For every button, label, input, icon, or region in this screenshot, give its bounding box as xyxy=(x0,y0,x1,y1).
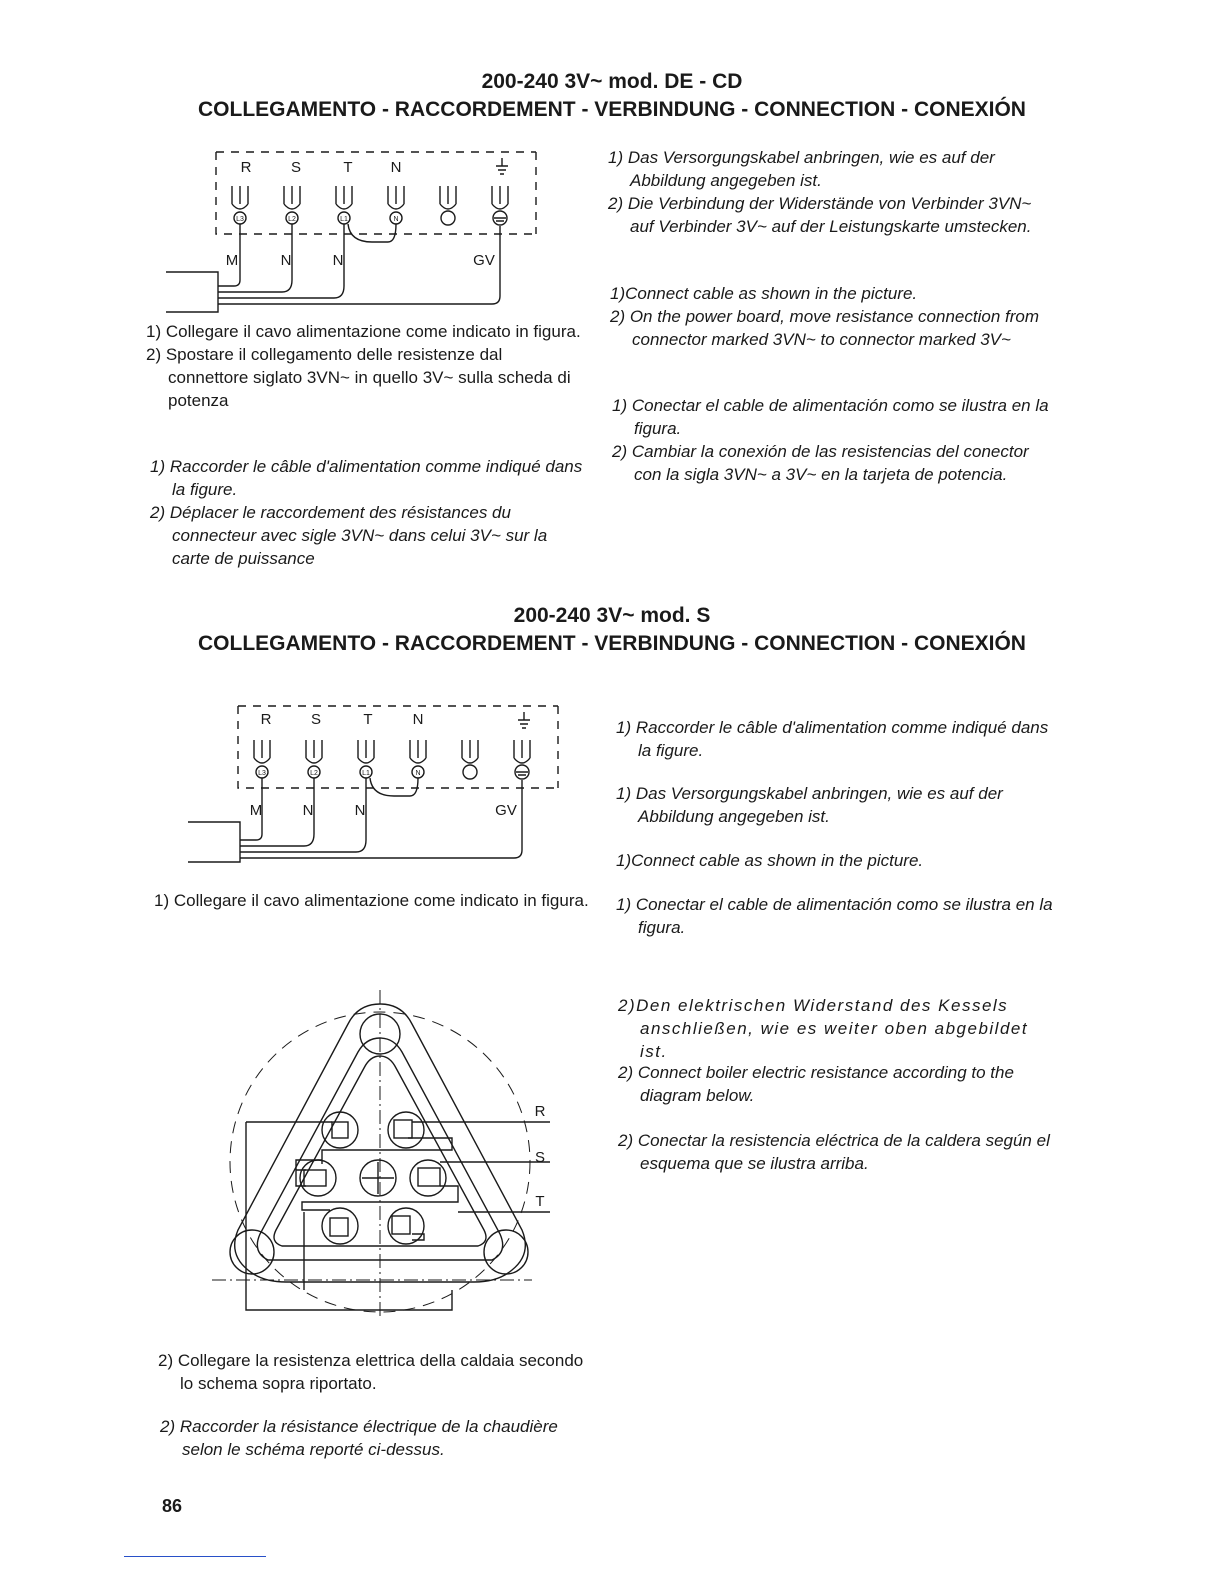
boiler-label-S: S xyxy=(534,1149,546,1166)
label-GV: GV xyxy=(473,252,495,269)
label-T-2: T xyxy=(363,711,373,728)
terminal-blank-2 xyxy=(462,740,478,779)
terminal-box-outline xyxy=(216,152,536,234)
section1-heading xyxy=(0,68,1224,124)
section1-de-2: 2) Die Verbindung der Widerstände von Verbinder 3VN~ auf Verbinder 3V~ auf der Leistungskarte umstecken. xyxy=(608,194,1032,236)
terminal-earth-2 xyxy=(514,740,530,779)
label-L1: L1 xyxy=(340,216,348,223)
label-M: M xyxy=(225,252,239,269)
section2-en-text xyxy=(616,849,1056,872)
section1-wiring-diagram xyxy=(166,146,546,316)
label-R: R xyxy=(240,159,252,176)
section1-de-text xyxy=(608,146,1048,238)
boiler-diagram-svg xyxy=(212,990,562,1340)
terminal-screw-1 xyxy=(332,1122,348,1138)
section1-it-1: 1) Collegare il cavo alimentazione come indicato in figura. xyxy=(146,322,581,341)
label-GV-2: GV xyxy=(495,802,517,819)
section2-fr-1: 1) Raccorder le câble d'alimentation comme indiqué dans la figure. xyxy=(616,718,1049,760)
section1-en-2: 2) On the power board, move resistance connection from connector marked 3VN~ to connector marked 3V~ xyxy=(610,307,1039,349)
label-N2-2: N xyxy=(354,802,366,819)
bridge-L1-N-2 xyxy=(370,778,418,796)
wiring-diagram-svg xyxy=(166,146,546,316)
mount-hole-right xyxy=(484,1230,528,1274)
label-R-2: R xyxy=(260,711,272,728)
boiler-it: 2) Collegare la resistenza elettrica della caldaia secondo lo schema sopra riportato. xyxy=(158,1351,584,1393)
terminal-screw-5 xyxy=(418,1168,440,1186)
boiler-es-text xyxy=(618,1129,1058,1175)
label-Nc: N xyxy=(393,216,399,223)
section1-it-2: 2) Spostare il collegamento delle resistenze dal connettore siglato 3VN~ in quello 3V~ sulla scheda di potenza xyxy=(146,345,571,410)
section2-heading xyxy=(0,602,1224,658)
mount-hole-left xyxy=(230,1230,274,1274)
section1-it-text xyxy=(146,320,586,412)
boiler-resistance-diagram xyxy=(212,990,562,1340)
label-N: N xyxy=(390,159,402,176)
label-L3-2: L3 xyxy=(258,770,266,777)
section1-title: 200-240 3V~ mod. DE - CD xyxy=(481,70,743,93)
boiler-de: 2)Den elektrischen Widerstand des Kessels anschließen, wie es weiter oben abgebildet ist. xyxy=(618,996,1029,1061)
boiler-label-R: R xyxy=(534,1103,546,1120)
section2-de-1: 1) Das Versorgungskabel anbringen, wie es auf der Abbildung angegeben ist. xyxy=(616,784,1003,826)
section2-it-text xyxy=(154,889,594,912)
terminal-boss-7 xyxy=(388,1208,424,1244)
section1-es-2: 2) Cambiar la conexión de las resistencias del conector con la sigla 3VN~ a 3V~ en la tarjeta de potencia. xyxy=(612,442,1029,484)
section2-fr-text xyxy=(616,716,1056,762)
footer-rule xyxy=(124,1556,266,1557)
label-Nc-2: N xyxy=(415,770,421,777)
terminal-box-outline-2 xyxy=(238,706,558,788)
section2-title: 200-240 3V~ mod. S xyxy=(513,604,711,627)
section1-fr-1: 1) Raccorder le câble d'alimentation comme indiqué dans la figure. xyxy=(150,457,583,499)
page-number: 86 xyxy=(162,1496,183,1516)
label-T: T xyxy=(343,159,353,176)
center-cross xyxy=(362,1162,394,1194)
section1-de-1: 1) Das Versorgungskabel anbringen, wie es auf der Abbildung angegeben ist. xyxy=(608,148,995,190)
label-L2-2: L2 xyxy=(310,770,318,777)
section2-es-1: 1) Conectar el cable de alimentación como se ilustra en la figura. xyxy=(616,895,1053,937)
label-M-2: M xyxy=(249,802,263,819)
label-N-2: N xyxy=(412,711,424,728)
label-N2: N xyxy=(332,252,344,269)
terminal-boss-3 xyxy=(300,1160,336,1196)
section1-es-1: 1) Conectar el cable de alimentación como se ilustra en la figura. xyxy=(612,396,1049,438)
terminal-earth xyxy=(492,186,508,225)
section2-en-1: 1)Connect cable as shown in the picture. xyxy=(616,851,924,870)
section2-subtitle: COLLEGAMENTO - RACCORDEMENT - VERBINDUNG - CONNECTION - CONEXIÓN xyxy=(198,632,1026,655)
section1-subtitle: COLLEGAMENTO - RACCORDEMENT - VERBINDUNG - CONNECTION - CONEXIÓN xyxy=(198,98,1026,121)
boiler-en: 2) Connect boiler electric resistance according to the diagram below. xyxy=(618,1063,1014,1105)
section2-it-1: 1) Collegare il cavo alimentazione come indicato in figura. xyxy=(154,891,589,910)
boiler-label-T: T xyxy=(535,1193,545,1210)
label-S-2: S xyxy=(310,711,322,728)
section1-fr-2: 2) Déplacer le raccordement des résistances du connecteur avec sigle 3VN~ dans celui 3V~ sur la carte de puissance xyxy=(150,503,548,568)
wiring-diagram-svg-2 xyxy=(188,700,568,870)
section1-en-1: 1)Connect cable as shown in the picture. xyxy=(610,284,918,303)
terminal-blank xyxy=(440,186,456,225)
label-L2: L2 xyxy=(288,216,296,223)
label-L1-2: L1 xyxy=(362,770,370,777)
boiler-fr-text xyxy=(160,1415,600,1461)
section1-en-text xyxy=(610,282,1050,351)
boiler-fr: 2) Raccorder la résistance électrique de la chaudière selon le schéma reporté ci-dessus. xyxy=(160,1417,558,1459)
section2-de-text xyxy=(616,782,1056,828)
boiler-en-text xyxy=(618,1061,1058,1107)
terminal-boss-6 xyxy=(322,1208,358,1244)
cable-sheath-2 xyxy=(188,822,240,862)
earth-symbol-2 xyxy=(518,712,530,728)
cable-sheath xyxy=(166,272,218,312)
section1-fr-text xyxy=(150,455,586,570)
label-N1: N xyxy=(280,252,292,269)
earth-symbol xyxy=(496,158,508,174)
terminal-screw-6 xyxy=(330,1218,348,1236)
section1-es-text xyxy=(612,394,1052,486)
bridge-L1-N xyxy=(348,224,396,242)
terminal-screw-7 xyxy=(392,1216,410,1234)
label-S: S xyxy=(290,159,302,176)
terminal-screw-2 xyxy=(394,1120,412,1138)
boiler-es: 2) Conectar la resistencia eléctrica de la caldera según el esquema que se ilustra arriba. xyxy=(618,1131,1050,1173)
boiler-it-text xyxy=(158,1349,598,1395)
section2-es-text xyxy=(616,893,1056,939)
label-L3: L3 xyxy=(236,216,244,223)
label-N1-2: N xyxy=(302,802,314,819)
section2-wiring-diagram xyxy=(188,700,568,870)
boiler-de-text xyxy=(618,994,1058,1063)
terminal-boss-1 xyxy=(322,1112,358,1148)
